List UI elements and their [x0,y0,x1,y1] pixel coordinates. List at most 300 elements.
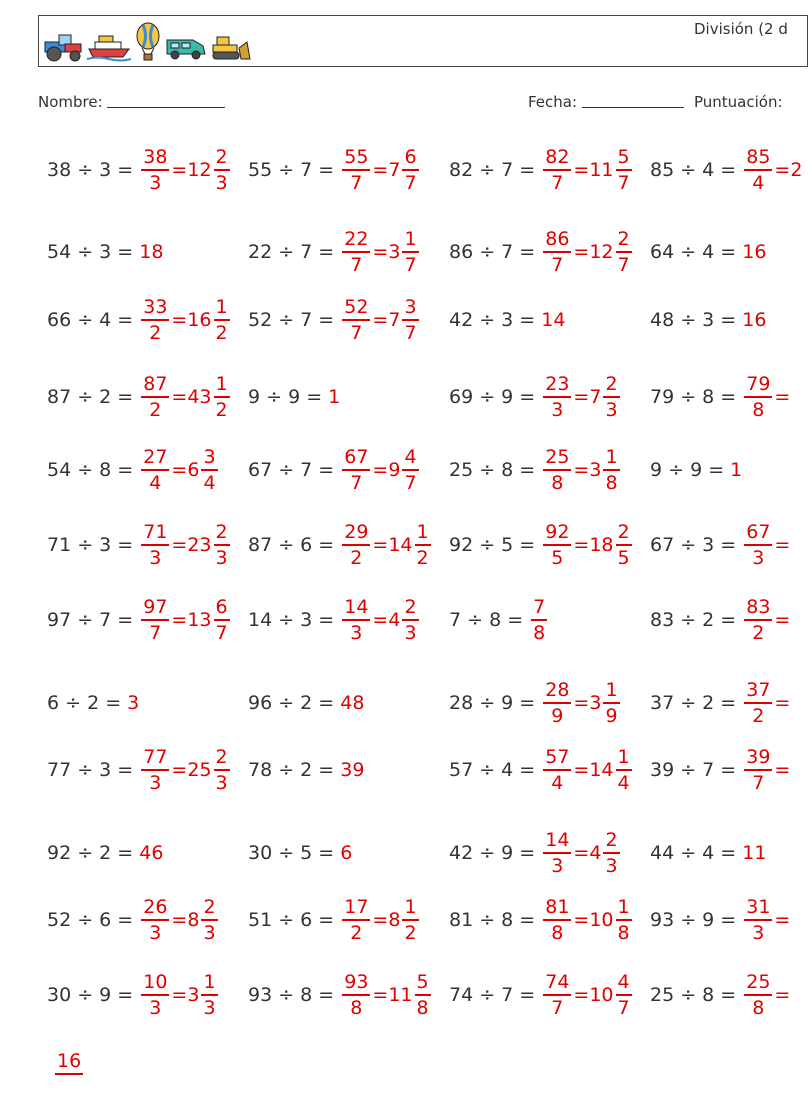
mixed-fraction-numerator: 1 [603,681,619,704]
header-box [38,15,808,67]
mixed-fraction [603,372,619,421]
improper-fraction-numerator: 25 [543,448,571,471]
mixed-fraction [402,295,418,344]
problem-item [650,965,790,1025]
problem-item [449,673,622,733]
improper-fraction-numerator: 26 [141,898,169,921]
problem-item [248,590,421,650]
answer-equals: = [171,386,188,408]
improper-fraction-numerator: 77 [141,748,169,771]
problem-question: 54 ÷ 8 = [47,459,134,481]
improper-fraction [744,145,772,194]
problem-question: 85 ÷ 4 = [650,159,737,181]
improper-fraction-denominator: 2 [350,546,363,569]
answer-equals: = [774,609,791,631]
problem-item [449,290,565,350]
problem-item [650,823,766,883]
improper-fraction [342,895,370,944]
mixed-fraction [214,595,230,644]
improper-fraction-denominator: 3 [149,546,162,569]
name-blank [107,93,225,108]
improper-fraction-numerator: 67 [744,523,772,546]
improper-fraction-numerator: 79 [744,375,772,398]
problem-question: 52 ÷ 6 = [47,909,134,931]
answer-whole: 7 [388,159,401,181]
mixed-fraction [214,520,230,569]
improper-fraction [141,745,169,794]
mixed-fraction [616,227,632,276]
mixed-fraction-numerator: 1 [201,973,217,996]
improper-fraction-numerator: 27 [141,448,169,471]
icon-strip [43,22,251,62]
problem-question: 48 ÷ 3 = [650,309,737,331]
mixed-fraction-numerator: 5 [415,973,431,996]
improper-fraction-numerator: 39 [744,748,772,771]
problem-question: 83 ÷ 2 = [650,609,737,631]
improper-fraction [342,145,370,194]
problem-item [650,590,790,650]
improper-fraction-denominator: 4 [752,171,765,194]
improper-fraction-denominator: 3 [149,771,162,794]
answer-equals: = [573,159,590,181]
improper-fraction-denominator: 7 [149,621,162,644]
answer-integer: 1 [730,459,743,481]
improper-fraction-denominator: 4 [149,471,162,494]
problem-question: 82 ÷ 7 = [449,159,536,181]
improper-fraction-denominator: 7 [752,771,765,794]
improper-fraction-numerator: 55 [342,148,370,171]
problem-item [449,367,622,427]
mixed-fraction-denominator: 7 [404,171,417,194]
improper-fraction-numerator: 23 [543,375,571,398]
answer-whole: 16 [187,309,212,331]
improper-fraction-denominator: 7 [551,996,564,1019]
improper-fraction [141,145,169,194]
mixed-fraction-numerator: 2 [214,148,230,171]
problem-item [248,367,340,427]
ship-icon [87,32,131,62]
mixed-fraction-denominator: 3 [203,996,216,1019]
problem-question: 51 ÷ 6 = [248,909,335,931]
problem-question: 93 ÷ 8 = [248,984,335,1006]
mixed-fraction-numerator: 2 [616,230,632,253]
improper-fraction-denominator: 9 [551,704,564,727]
mixed-fraction-denominator: 7 [404,253,417,276]
answer-equals: = [171,309,188,331]
answer-equals: = [372,241,389,263]
improper-fraction [141,970,169,1019]
problem-item [650,673,790,733]
improper-fraction [744,970,772,1019]
mixed-fraction-denominator: 3 [203,921,216,944]
problem-item [47,890,220,950]
problem-item [449,740,634,800]
mixed-fraction-numerator: 1 [402,230,418,253]
answer-whole: 3 [187,984,200,1006]
mixed-fraction-numerator: 1 [603,448,619,471]
mixed-fraction [201,895,217,944]
improper-fraction-denominator: 3 [551,854,564,877]
improper-fraction [141,295,169,344]
improper-fraction [342,295,370,344]
problem-item [248,140,421,200]
improper-fraction [543,145,571,194]
improper-fraction [543,372,571,421]
improper-fraction-denominator: 3 [149,921,162,944]
improper-fraction-denominator: 2 [149,398,162,421]
mixed-fraction-denominator: 2 [215,321,228,344]
problem-question: 28 ÷ 9 = [449,692,536,714]
problem-question: 42 ÷ 9 = [449,842,536,864]
improper-fraction [543,745,571,794]
problem-item [47,673,139,733]
mixed-fraction [201,445,217,494]
improper-fraction-numerator: 83 [744,598,772,621]
answer-integer: 3 [127,692,140,714]
improper-fraction-numerator: 10 [141,973,169,996]
improper-fraction-denominator: 3 [752,546,765,569]
improper-fraction-denominator: 4 [551,771,564,794]
mixed-fraction-denominator: 3 [605,398,618,421]
improper-fraction-denominator: 7 [551,171,564,194]
hot-air-balloon-icon [135,22,161,62]
mixed-fraction-denominator: 8 [617,921,630,944]
problem-question: 81 ÷ 8 = [449,909,536,931]
improper-fraction [141,520,169,569]
answer-whole: 10 [589,909,614,931]
answer-equals: = [573,984,590,1006]
mixed-fraction-numerator: 6 [402,148,418,171]
improper-fraction-denominator: 8 [551,471,564,494]
improper-fraction [744,895,772,944]
improper-fraction-denominator: 5 [551,546,564,569]
problem-question: 7 ÷ 8 = [449,609,524,631]
answer-whole: 12 [589,241,614,263]
mixed-fraction-numerator: 2 [201,898,217,921]
problem-item [449,965,634,1025]
problem-question: 97 ÷ 7 = [47,609,134,631]
mixed-fraction [214,295,230,344]
improper-fraction-numerator: 28 [543,681,571,704]
improper-fraction [342,520,370,569]
answer-equals: = [372,984,389,1006]
mixed-fraction-denominator: 4 [203,471,216,494]
mixed-fraction-denominator: 3 [215,546,228,569]
problem-item [47,740,232,800]
problem-item [650,515,790,575]
problem-question: 79 ÷ 8 = [650,386,737,408]
mixed-fraction [214,745,230,794]
problem-question: 30 ÷ 5 = [248,842,335,864]
answer-equals: = [573,534,590,556]
improper-fraction-denominator: 3 [149,171,162,194]
improper-fraction [744,745,772,794]
answer-equals: = [171,984,188,1006]
improper-fraction-numerator: 25 [744,973,772,996]
improper-fraction-numerator: 33 [141,298,169,321]
mixed-fraction-numerator: 2 [616,523,632,546]
answer-equals: = [372,609,389,631]
improper-fraction [543,828,571,877]
improper-fraction-denominator: 2 [752,621,765,644]
improper-fraction-denominator: 8 [533,621,546,644]
improper-fraction-denominator: 8 [752,996,765,1019]
mixed-fraction [214,145,230,194]
problem-item [650,290,766,350]
answer-whole: 4 [388,609,401,631]
problem-item [47,1035,85,1095]
problem-item [248,890,421,950]
answer-whole: 11 [388,984,413,1006]
problem-question: 71 ÷ 3 = [47,534,134,556]
problem-item [47,222,163,282]
improper-fraction-numerator: 97 [141,598,169,621]
problem-question: 74 ÷ 7 = [449,984,536,1006]
problem-question: 52 ÷ 7 = [248,309,335,331]
problem-question: 69 ÷ 9 = [449,386,536,408]
answer-equals: = [372,309,389,331]
answer-whole: 25 [187,759,212,781]
mixed-fraction-numerator: 3 [402,298,418,321]
problem-question: 96 ÷ 2 = [248,692,335,714]
improper-fraction [342,595,370,644]
problem-item [47,590,232,650]
answer-whole: 8 [187,909,200,931]
answer-equals: = [774,386,791,408]
problem-item [449,140,634,200]
mixed-fraction-numerator: 4 [402,448,418,471]
improper-fraction-numerator: 93 [342,973,370,996]
answer-equals: = [171,609,188,631]
improper-fraction [543,520,571,569]
score-field [694,93,783,111]
problem-item [248,515,433,575]
improper-fraction [543,227,571,276]
answer-integer: 46 [139,842,164,864]
mixed-fraction-denominator: 8 [605,471,618,494]
improper-fraction-numerator: 29 [342,523,370,546]
problem-item [248,222,421,282]
answer-equals: = [573,241,590,263]
mixed-fraction [616,970,632,1019]
improper-fraction-numerator: 74 [543,973,571,996]
improper-fraction-denominator: 2 [350,921,363,944]
problem-item [248,290,421,350]
problem-question: 39 ÷ 7 = [650,759,737,781]
answer-equals: = [573,386,590,408]
answer-equals: = [171,909,188,931]
answer-equals: = [774,159,791,181]
answer-whole: 14 [589,759,614,781]
mixed-fraction-numerator: 1 [616,748,632,771]
problem-item [650,367,790,427]
tractor-icon [43,32,83,62]
mixed-fraction-denominator: 3 [215,171,228,194]
problem-question: 14 ÷ 3 = [248,609,335,631]
improper-fraction-numerator: 57 [543,748,571,771]
mixed-fraction-numerator: 1 [616,898,632,921]
problem-question: 67 ÷ 3 = [650,534,737,556]
bulldozer-icon [211,34,251,62]
problem-item [47,367,232,427]
mixed-fraction-denominator: 3 [605,854,618,877]
problem-item [47,823,163,883]
mixed-fraction [603,445,619,494]
problem-question: 25 ÷ 8 = [449,459,536,481]
problem-question: 87 ÷ 2 = [47,386,134,408]
improper-fraction [744,372,772,421]
improper-fraction [744,520,772,569]
mixed-fraction [616,745,632,794]
name-field [38,93,225,111]
mixed-fraction [214,372,230,421]
problem-item [47,965,220,1025]
problem-item [650,140,802,200]
improper-fraction-numerator: 7 [531,598,547,621]
date-blank [582,93,684,108]
answer-whole: 11 [589,159,614,181]
improper-fraction-numerator: 17 [342,898,370,921]
answer-whole: 9 [388,459,401,481]
mixed-fraction-denominator: 7 [617,253,630,276]
mixed-fraction-denominator: 3 [215,771,228,794]
improper-fraction-numerator: 37 [744,681,772,704]
score-label: Puntuación: [694,93,783,111]
problem-question: 54 ÷ 3 = [47,241,134,263]
problem-question: 30 ÷ 9 = [47,984,134,1006]
problem-item [248,965,433,1025]
mixed-fraction-numerator: 2 [603,375,619,398]
answer-integer: 48 [340,692,365,714]
problem-item [449,515,634,575]
problem-item [248,440,421,500]
answer-integer: 39 [340,759,365,781]
problem-question: 25 ÷ 8 = [650,984,737,1006]
answer-equals: = [372,909,389,931]
improper-fraction [342,445,370,494]
mixed-fraction-numerator: 2 [214,523,230,546]
mixed-fraction [402,595,418,644]
mixed-fraction [616,145,632,194]
answer-equals: = [372,159,389,181]
problem-question: 93 ÷ 9 = [650,909,737,931]
answer-whole: 43 [187,386,212,408]
problem-question: 22 ÷ 7 = [248,241,335,263]
improper-fraction-numerator: 86 [543,230,571,253]
improper-fraction-numerator: 81 [543,898,571,921]
answer-whole: 7 [388,309,401,331]
mixed-fraction-numerator: 2 [214,748,230,771]
mixed-fraction-denominator: 2 [404,921,417,944]
mixed-fraction [616,895,632,944]
improper-fraction-denominator: 3 [350,621,363,644]
answer-equals: = [573,692,590,714]
mixed-fraction-numerator: 1 [214,298,230,321]
answer-equals: = [171,459,188,481]
improper-fraction [141,595,169,644]
mixed-fraction-numerator: 5 [616,148,632,171]
improper-fraction [531,595,547,644]
problem-question: 9 ÷ 9 = [650,459,725,481]
answer-whole: 3 [589,692,602,714]
mixed-fraction-denominator: 7 [215,621,228,644]
problem-item [47,140,232,200]
problem-question: 9 ÷ 9 = [248,386,323,408]
problem-item [449,222,634,282]
answer-whole: 3 [589,459,602,481]
improper-fraction [543,895,571,944]
mixed-fraction-denominator: 7 [617,996,630,1019]
answer-equals: = [774,534,791,556]
answer-equals: = [774,759,791,781]
mixed-fraction-numerator: 1 [402,898,418,921]
improper-fraction-denominator: 2 [149,321,162,344]
answer-whole: 7 [589,386,602,408]
answer-equals: = [774,909,791,931]
mixed-fraction [402,895,418,944]
problem-question: 66 ÷ 4 = [47,309,134,331]
problem-item [650,440,742,500]
improper-fraction-numerator: 71 [141,523,169,546]
problem-question: 57 ÷ 4 = [449,759,536,781]
answer-equals: = [774,692,791,714]
problem-item [47,440,220,500]
mixed-fraction [402,445,418,494]
mixed-fraction-denominator: 8 [416,996,429,1019]
answer-whole: 8 [388,909,401,931]
mixed-fraction [201,970,217,1019]
answer-equals: = [372,534,389,556]
answer-whole: 10 [589,984,614,1006]
problem-item [47,515,232,575]
answer-equals: = [372,459,389,481]
mixed-fraction-denominator: 5 [617,546,630,569]
date-label: Fecha: [528,93,578,111]
improper-fraction-denominator: 7 [350,171,363,194]
improper-fraction-numerator: 52 [342,298,370,321]
answer-integer: 16 [742,241,767,263]
mixed-fraction-denominator: 2 [215,398,228,421]
answer-integer: 18 [139,241,164,263]
improper-fraction-denominator: 7 [350,321,363,344]
problem-question: 37 ÷ 2 = [650,692,737,714]
mixed-fraction-numerator: 1 [214,375,230,398]
improper-fraction-denominator: 3 [149,996,162,1019]
improper-fraction-denominator: 7 [350,253,363,276]
answer-whole: 13 [187,609,212,631]
improper-fraction-denominator: 8 [551,921,564,944]
problem-item [650,890,790,950]
answer-whole: 18 [589,534,614,556]
problem-question: 77 ÷ 3 = [47,759,134,781]
van-icon [165,34,207,62]
answer-whole: 23 [187,534,212,556]
mixed-fraction-denominator: 9 [605,704,618,727]
mixed-fraction [402,227,418,276]
improper-fraction-denominator: 3 [752,921,765,944]
answer-integer: 1 [328,386,341,408]
improper-fraction [543,970,571,1019]
mixed-fraction [603,828,619,877]
improper-fraction-numerator: 87 [141,375,169,398]
problem-item [449,890,634,950]
mixed-fraction-numerator: 3 [201,448,217,471]
problem-item [449,823,622,883]
problem-question: 64 ÷ 4 = [650,241,737,263]
improper-fraction [342,227,370,276]
mixed-fraction [402,145,418,194]
improper-fraction-numerator: 14 [342,598,370,621]
